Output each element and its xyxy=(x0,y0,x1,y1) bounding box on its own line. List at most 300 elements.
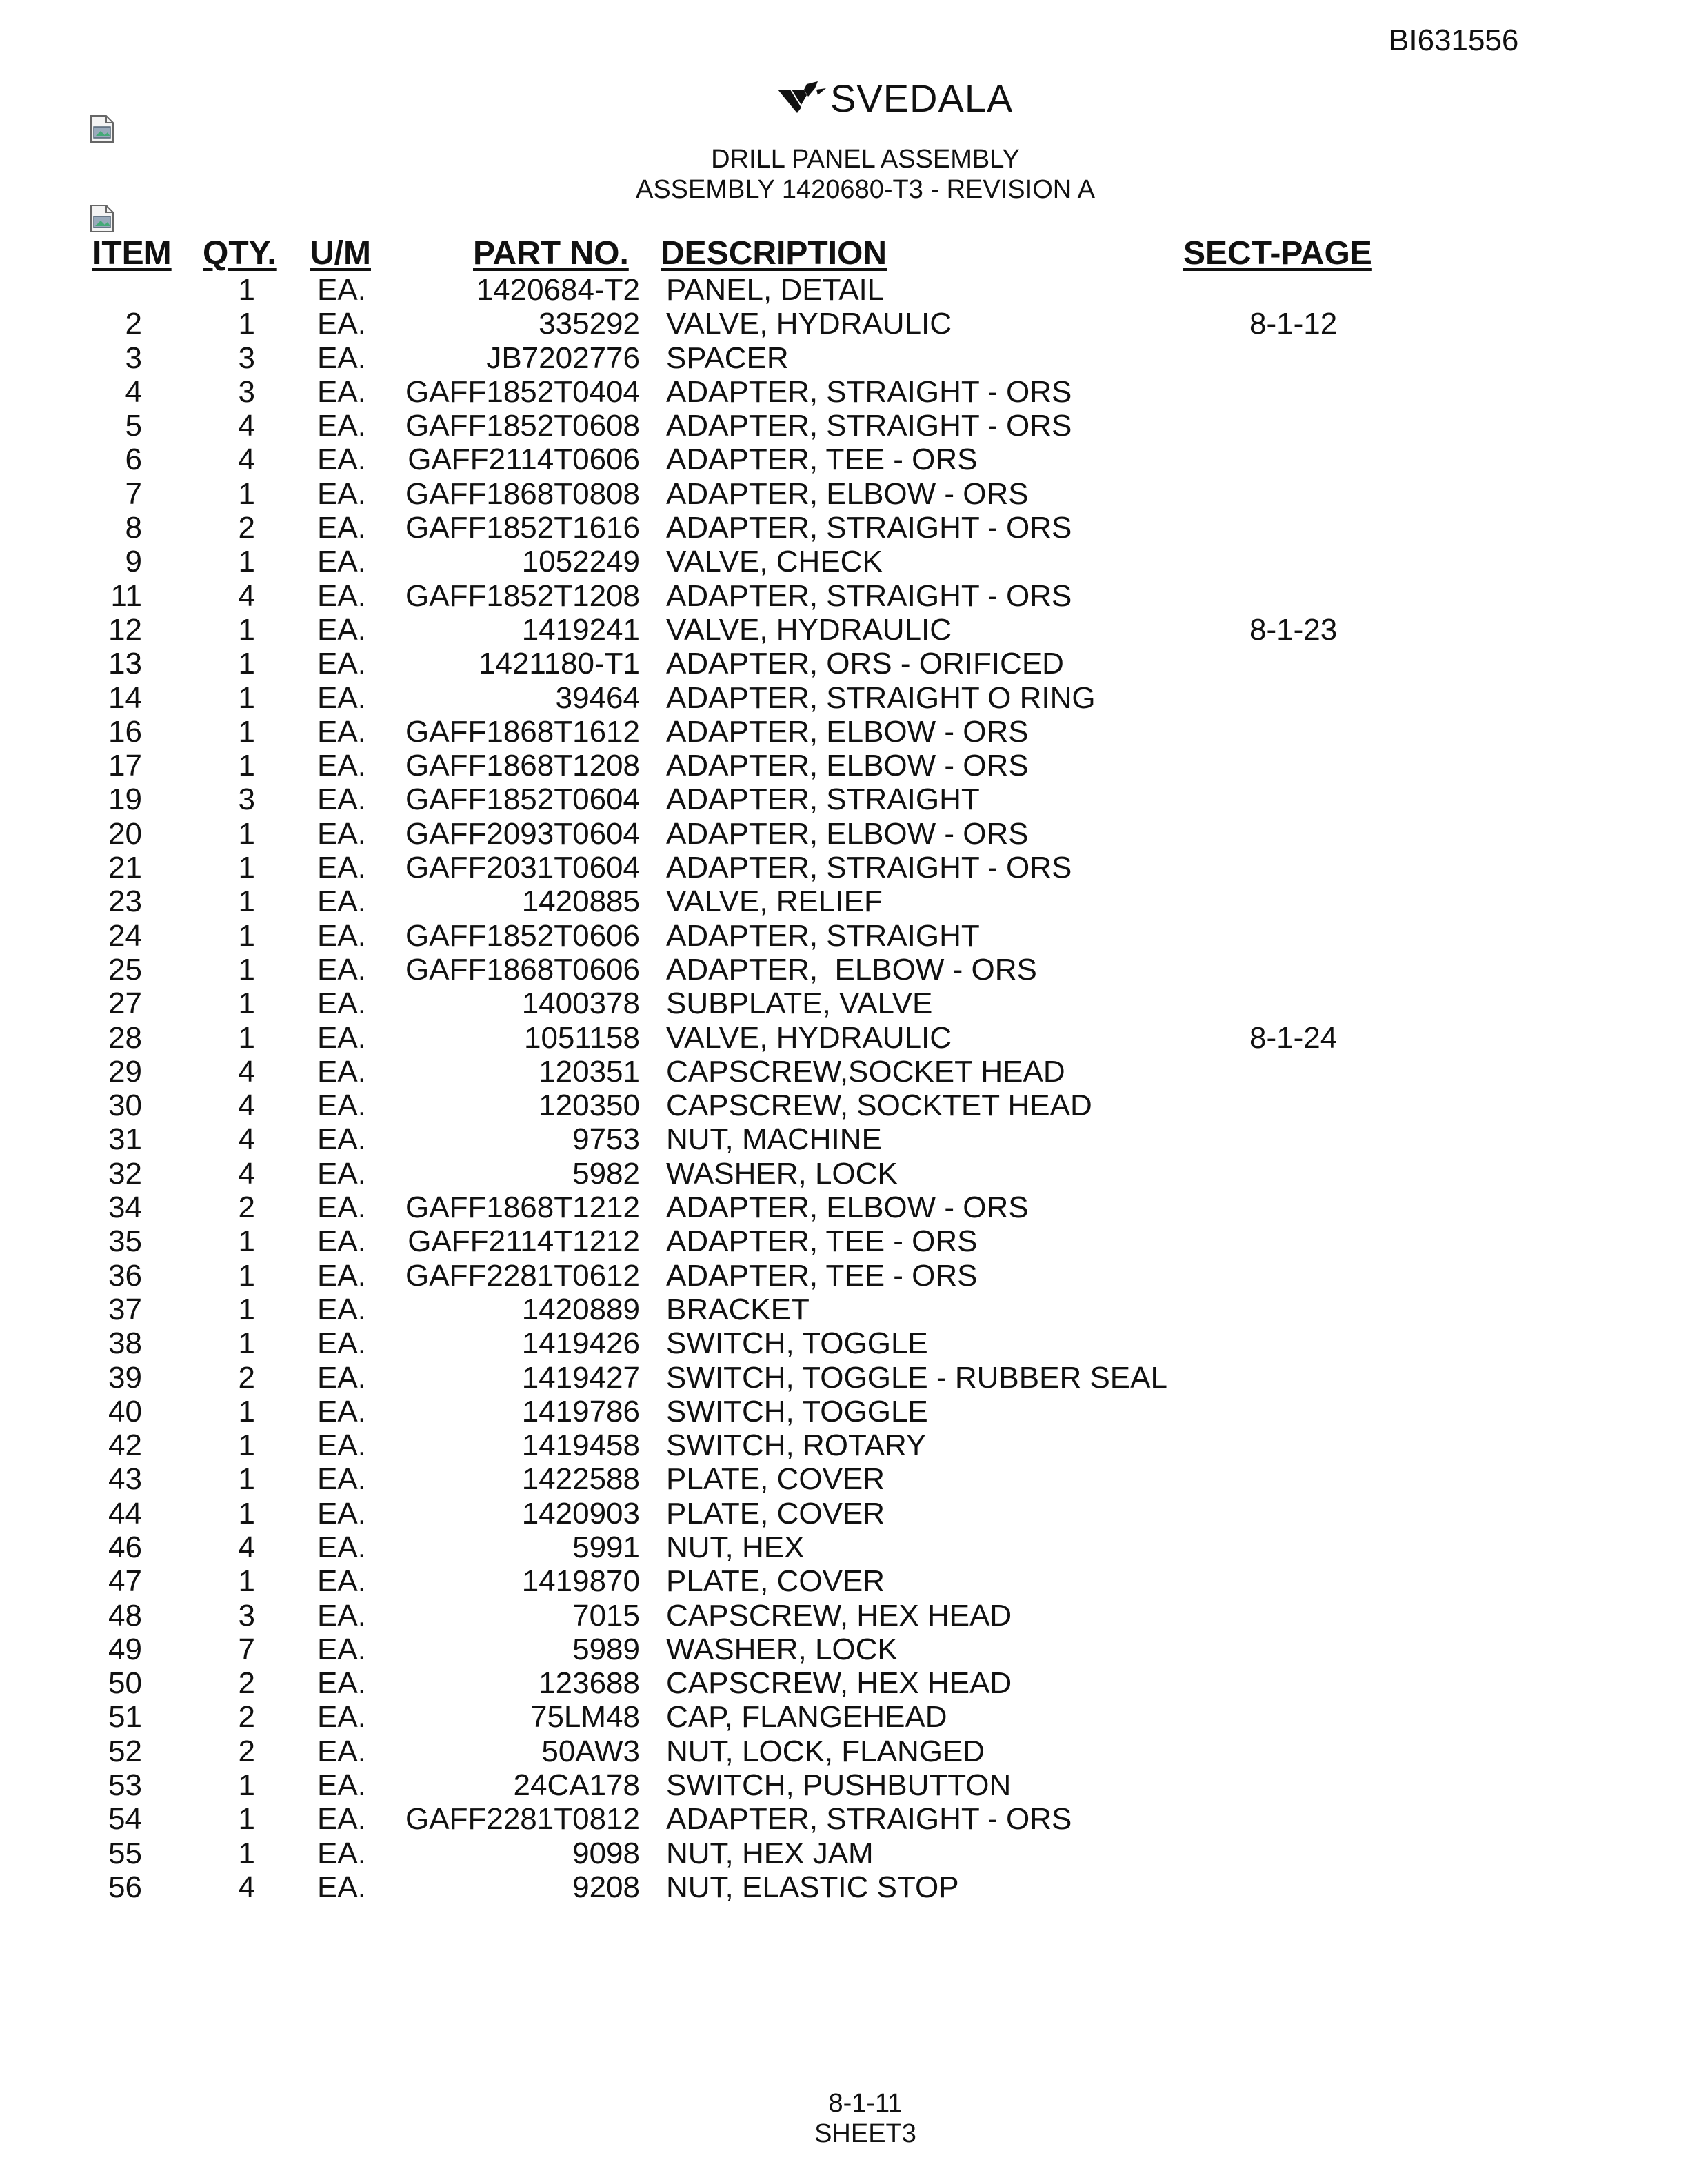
table-row xyxy=(0,953,1688,987)
um-cell: EA. xyxy=(317,884,366,919)
qty-cell: 1 xyxy=(238,1496,255,1530)
item-cell: 32 xyxy=(108,1156,142,1191)
qty-cell: 2 xyxy=(238,511,255,545)
part-number-cell: 9098 xyxy=(572,1836,640,1870)
part-number-cell: 1422588 xyxy=(521,1462,640,1497)
part-number-cell: GAFF1868T0808 xyxy=(405,476,640,511)
table-row xyxy=(0,715,1688,749)
um-cell: EA. xyxy=(317,374,366,409)
part-number-cell: 120351 xyxy=(539,1054,640,1089)
table-row xyxy=(0,1802,1688,1836)
part-number-cell: GAFF1868T1612 xyxy=(405,714,640,749)
part-number-cell: 39464 xyxy=(555,680,640,715)
item-cell: 30 xyxy=(108,1089,142,1123)
table-row xyxy=(0,1055,1688,1089)
table-row xyxy=(0,681,1688,715)
table-row xyxy=(0,884,1688,918)
part-number-cell: 1400378 xyxy=(521,987,640,1021)
qty-cell: 1 xyxy=(238,1394,255,1428)
table-row xyxy=(0,1224,1688,1258)
qty-cell: 1 xyxy=(238,273,255,307)
um-cell: EA. xyxy=(317,647,366,681)
part-number-cell: 5989 xyxy=(572,1632,640,1666)
um-cell: EA. xyxy=(317,987,366,1021)
description-cell: ADAPTER, ELBOW - ORS xyxy=(666,749,1029,783)
description-cell: PLATE, COVER xyxy=(666,1462,885,1497)
part-number-cell: 7015 xyxy=(572,1598,640,1632)
item-cell: 4 xyxy=(125,374,142,409)
part-number-cell: 1420889 xyxy=(521,1292,640,1326)
um-cell: EA. xyxy=(317,714,366,749)
um-cell: EA. xyxy=(317,1020,366,1055)
part-number-cell: 1420684-T2 xyxy=(476,273,640,307)
table-row xyxy=(0,1564,1688,1598)
item-cell: 35 xyxy=(108,1224,142,1259)
qty-cell: 1 xyxy=(238,1326,255,1361)
qty-cell: 1 xyxy=(238,612,255,647)
description-cell: CAPSCREW,SOCKET HEAD xyxy=(666,1054,1065,1089)
description-cell: VALVE, CHECK xyxy=(666,545,883,579)
um-cell: EA. xyxy=(317,816,366,851)
um-cell: EA. xyxy=(317,749,366,783)
item-cell: 38 xyxy=(108,1326,142,1361)
description-cell: ADAPTER, STRAIGHT O RING xyxy=(666,680,1096,715)
description-cell: ADAPTER, STRAIGHT - ORS xyxy=(666,578,1072,613)
part-number-cell: GAFF1852T1616 xyxy=(405,511,640,545)
item-cell: 20 xyxy=(108,816,142,851)
item-cell: 2 xyxy=(125,307,142,341)
table-row xyxy=(0,1497,1688,1530)
description-cell: ADAPTER, TEE - ORS xyxy=(666,443,978,477)
description-cell: ADAPTER, TEE - ORS xyxy=(666,1224,978,1259)
item-cell: 21 xyxy=(108,851,142,885)
description-cell: WASHER, LOCK xyxy=(666,1156,898,1191)
table-row xyxy=(0,1632,1688,1666)
qty-cell: 1 xyxy=(238,816,255,851)
description-cell: VALVE, HYDRAULIC xyxy=(666,1020,952,1055)
item-cell: 24 xyxy=(108,918,142,953)
table-row xyxy=(0,1395,1688,1428)
table-row xyxy=(0,1157,1688,1191)
header-um: U/M xyxy=(310,235,371,272)
part-number-cell: 1419458 xyxy=(521,1428,640,1463)
page-number: 8-1-11 xyxy=(828,2089,903,2118)
part-number-cell: GAFF1852T0604 xyxy=(405,782,640,817)
document-subtitle: ASSEMBLY 1420680-T3 - REVISION A xyxy=(635,175,1096,204)
header-part-no: PART NO. xyxy=(473,235,629,272)
item-cell: 23 xyxy=(108,884,142,919)
item-cell: 29 xyxy=(108,1054,142,1089)
item-cell: 55 xyxy=(108,1836,142,1870)
qty-cell: 4 xyxy=(238,578,255,613)
um-cell: EA. xyxy=(317,680,366,715)
table-row xyxy=(0,375,1688,409)
um-cell: EA. xyxy=(317,1360,366,1395)
qty-cell: 4 xyxy=(238,1089,255,1123)
um-cell: EA. xyxy=(317,578,366,613)
table-row xyxy=(0,1326,1688,1360)
description-cell: VALVE, HYDRAULIC xyxy=(666,612,952,647)
um-cell: EA. xyxy=(317,1870,366,1904)
description-cell: CAPSCREW, SOCKTET HEAD xyxy=(666,1089,1092,1123)
um-cell: EA. xyxy=(317,1836,366,1870)
um-cell: EA. xyxy=(317,545,366,579)
um-cell: EA. xyxy=(317,1734,366,1768)
qty-cell: 1 xyxy=(238,987,255,1021)
part-number-cell: 75LM48 xyxy=(530,1700,640,1735)
header-sect-page: SECT-PAGE xyxy=(1183,235,1372,272)
item-cell: 51 xyxy=(108,1700,142,1735)
description-cell: CAPSCREW, HEX HEAD xyxy=(666,1598,1012,1632)
description-cell: BRACKET xyxy=(666,1292,810,1326)
qty-cell: 1 xyxy=(238,1768,255,1803)
qty-cell: 1 xyxy=(238,1020,255,1055)
description-cell: NUT, MACHINE xyxy=(666,1122,882,1157)
um-cell: EA. xyxy=(317,1191,366,1225)
um-cell: EA. xyxy=(317,1462,366,1497)
qty-cell: 4 xyxy=(238,1870,255,1904)
table-row xyxy=(0,1428,1688,1462)
brand-name: SVEDALA xyxy=(830,76,1014,120)
part-number-cell: 1420903 xyxy=(521,1496,640,1530)
description-cell: WASHER, LOCK xyxy=(666,1632,898,1666)
part-number-cell: GAFF2114T0606 xyxy=(408,443,640,477)
item-cell: 13 xyxy=(108,647,142,681)
description-cell: CAPSCREW, HEX HEAD xyxy=(666,1666,1012,1701)
description-cell: VALVE, HYDRAULIC xyxy=(666,307,952,341)
um-cell: EA. xyxy=(317,1598,366,1632)
part-number-cell: 5991 xyxy=(572,1530,640,1564)
table-row xyxy=(0,1293,1688,1326)
qty-cell: 1 xyxy=(238,680,255,715)
sect-page-cell: 8-1-12 xyxy=(1249,307,1338,341)
um-cell: EA. xyxy=(317,1122,366,1157)
qty-cell: 1 xyxy=(238,647,255,681)
part-number-cell: 1419426 xyxy=(521,1326,640,1361)
um-cell: EA. xyxy=(317,1054,366,1089)
description-cell: SWITCH, TOGGLE xyxy=(666,1394,928,1428)
qty-cell: 3 xyxy=(238,374,255,409)
part-number-cell: 1420885 xyxy=(521,884,640,919)
um-cell: EA. xyxy=(317,511,366,545)
sheet-label: SHEET3 xyxy=(814,2119,916,2148)
part-number-cell: 120350 xyxy=(539,1089,640,1123)
part-number-cell: GAFF1852T0404 xyxy=(405,374,640,409)
table-row xyxy=(0,1530,1688,1564)
table-row xyxy=(0,1768,1688,1802)
description-cell: SWITCH, TOGGLE xyxy=(666,1326,928,1361)
item-cell: 16 xyxy=(108,714,142,749)
table-row xyxy=(0,579,1688,613)
description-cell: ADAPTER, ELBOW - ORS xyxy=(666,952,1037,987)
table-row xyxy=(0,545,1688,578)
table-row xyxy=(0,782,1688,816)
table-row xyxy=(0,1259,1688,1293)
item-cell: 36 xyxy=(108,1258,142,1293)
item-cell: 27 xyxy=(108,987,142,1021)
um-cell: EA. xyxy=(317,1700,366,1735)
description-cell: VALVE, RELIEF xyxy=(666,884,883,919)
item-cell: 40 xyxy=(108,1394,142,1428)
description-cell: ADAPTER, ORS - ORIFICED xyxy=(666,647,1064,681)
svedala-logo xyxy=(776,77,1013,119)
document-id: BI631556 xyxy=(1389,23,1519,57)
description-cell: ADAPTER, STRAIGHT - ORS xyxy=(666,511,1072,545)
table-row xyxy=(0,613,1688,647)
um-cell: EA. xyxy=(317,476,366,511)
table-row xyxy=(0,443,1688,476)
item-cell: 14 xyxy=(108,680,142,715)
table-row xyxy=(0,1599,1688,1632)
qty-cell: 1 xyxy=(238,1292,255,1326)
part-number-cell: GAFF2114T1212 xyxy=(408,1224,640,1259)
item-cell: 5 xyxy=(125,409,142,443)
part-number-cell: GAFF1868T0606 xyxy=(405,952,640,987)
table-row xyxy=(0,1700,1688,1734)
table-row xyxy=(0,1666,1688,1700)
table-row xyxy=(0,273,1688,307)
um-cell: EA. xyxy=(317,1326,366,1361)
um-cell: EA. xyxy=(317,1802,366,1837)
um-cell: EA. xyxy=(317,952,366,987)
um-cell: EA. xyxy=(317,341,366,375)
table-row xyxy=(0,919,1688,953)
description-cell: CAP, FLANGEHEAD xyxy=(666,1700,947,1735)
qty-cell: 1 xyxy=(238,1462,255,1497)
qty-cell: 4 xyxy=(238,1054,255,1089)
part-number-cell: 9208 xyxy=(572,1870,640,1904)
table-row xyxy=(0,817,1688,851)
file-icon[interactable] xyxy=(90,204,114,233)
um-cell: EA. xyxy=(317,1258,366,1293)
item-cell: 50 xyxy=(108,1666,142,1701)
part-number-cell: 1419870 xyxy=(521,1564,640,1599)
um-cell: EA. xyxy=(317,1394,366,1428)
qty-cell: 1 xyxy=(238,1836,255,1870)
um-cell: EA. xyxy=(317,1496,366,1530)
item-cell: 44 xyxy=(108,1496,142,1530)
qty-cell: 1 xyxy=(238,884,255,919)
part-number-cell: GAFF2281T0812 xyxy=(405,1802,640,1837)
table-row xyxy=(0,1735,1688,1768)
table-row xyxy=(0,409,1688,443)
table-row xyxy=(0,1462,1688,1496)
part-number-cell: 1421180-T1 xyxy=(478,647,640,681)
item-cell: 6 xyxy=(125,443,142,477)
qty-cell: 1 xyxy=(238,1802,255,1837)
table-row xyxy=(0,1089,1688,1122)
item-cell: 7 xyxy=(125,476,142,511)
um-cell: EA. xyxy=(317,409,366,443)
qty-cell: 1 xyxy=(238,1224,255,1259)
part-number-cell: 1051158 xyxy=(523,1020,640,1055)
part-number-cell: 1419241 xyxy=(521,612,640,647)
um-cell: EA. xyxy=(317,918,366,953)
um-cell: EA. xyxy=(317,1530,366,1564)
qty-cell: 1 xyxy=(238,918,255,953)
item-cell: 25 xyxy=(108,952,142,987)
part-number-cell: 24CA178 xyxy=(513,1768,640,1803)
part-number-cell: 50AW3 xyxy=(541,1734,640,1768)
um-cell: EA. xyxy=(317,782,366,817)
um-cell: EA. xyxy=(317,1666,366,1701)
item-cell: 54 xyxy=(108,1802,142,1837)
qty-cell: 1 xyxy=(238,307,255,341)
part-number-cell: 335292 xyxy=(539,307,640,341)
qty-cell: 3 xyxy=(238,341,255,375)
um-cell: EA. xyxy=(317,1768,366,1803)
item-cell: 17 xyxy=(108,749,142,783)
item-cell: 47 xyxy=(108,1564,142,1599)
description-cell: ADAPTER, ELBOW - ORS xyxy=(666,714,1029,749)
qty-cell: 2 xyxy=(238,1666,255,1701)
description-cell: SWITCH, PUSHBUTTON xyxy=(666,1768,1012,1803)
sect-page-cell: 8-1-23 xyxy=(1249,612,1338,647)
description-cell: ADAPTER, STRAIGHT - ORS xyxy=(666,374,1072,409)
um-cell: EA. xyxy=(317,1428,366,1463)
description-cell: SPACER xyxy=(666,341,789,375)
item-cell: 48 xyxy=(108,1598,142,1632)
part-number-cell: GAFF2093T0604 xyxy=(405,816,640,851)
table-row xyxy=(0,341,1688,375)
table-row xyxy=(0,1122,1688,1156)
table-row xyxy=(0,307,1688,341)
svedala-logo-mark-icon xyxy=(776,80,827,116)
um-cell: EA. xyxy=(317,1156,366,1191)
part-number-cell: 1419427 xyxy=(521,1360,640,1395)
qty-cell: 3 xyxy=(238,1598,255,1632)
um-cell: EA. xyxy=(317,443,366,477)
item-cell: 37 xyxy=(108,1292,142,1326)
qty-cell: 7 xyxy=(238,1632,255,1666)
description-cell: NUT, ELASTIC STOP xyxy=(666,1870,959,1904)
item-cell: 42 xyxy=(108,1428,142,1463)
qty-cell: 1 xyxy=(238,1428,255,1463)
part-number-cell: 1419786 xyxy=(521,1394,640,1428)
item-cell: 34 xyxy=(108,1191,142,1225)
item-cell: 31 xyxy=(108,1122,142,1157)
item-cell: 19 xyxy=(108,782,142,817)
qty-cell: 1 xyxy=(238,476,255,511)
document-title: DRILL PANEL ASSEMBLY xyxy=(711,145,1020,174)
qty-cell: 1 xyxy=(238,851,255,885)
qty-cell: 1 xyxy=(238,1258,255,1293)
qty-cell: 1 xyxy=(238,1564,255,1599)
table-row xyxy=(0,1021,1688,1055)
qty-cell: 4 xyxy=(238,1156,255,1191)
description-cell: ADAPTER, TEE - ORS xyxy=(666,1258,978,1293)
table-row xyxy=(0,477,1688,511)
table-row xyxy=(0,511,1688,545)
qty-cell: 1 xyxy=(238,749,255,783)
qty-cell: 2 xyxy=(238,1700,255,1735)
description-cell: ADAPTER, ELBOW - ORS xyxy=(666,816,1029,851)
description-cell: SWITCH, ROTARY xyxy=(666,1428,927,1463)
item-cell: 8 xyxy=(125,511,142,545)
um-cell: EA. xyxy=(317,1632,366,1666)
item-cell: 56 xyxy=(108,1870,142,1904)
description-cell: ADAPTER, ELBOW - ORS xyxy=(666,476,1029,511)
part-number-cell: 123688 xyxy=(539,1666,640,1701)
description-cell: PLATE, COVER xyxy=(666,1496,885,1530)
table-row xyxy=(0,987,1688,1020)
description-cell: ADAPTER, STRAIGHT xyxy=(666,918,980,953)
description-cell: NUT, HEX JAM xyxy=(666,1836,874,1870)
um-cell: EA. xyxy=(317,273,366,307)
part-number-cell: 1052249 xyxy=(521,545,640,579)
um-cell: EA. xyxy=(317,1224,366,1259)
um-cell: EA. xyxy=(317,612,366,647)
table-row xyxy=(0,1870,1688,1904)
qty-cell: 2 xyxy=(238,1734,255,1768)
um-cell: EA. xyxy=(317,307,366,341)
description-cell: ADAPTER, STRAIGHT - ORS xyxy=(666,851,1072,885)
qty-cell: 4 xyxy=(238,409,255,443)
description-cell: ADAPTER, STRAIGHT xyxy=(666,782,980,817)
part-number-cell: 9753 xyxy=(572,1122,640,1157)
description-cell: NUT, LOCK, FLANGED xyxy=(666,1734,985,1768)
part-number-cell: GAFF1868T1208 xyxy=(405,749,640,783)
description-cell: SWITCH, TOGGLE - RUBBER SEAL xyxy=(666,1360,1167,1395)
qty-cell: 4 xyxy=(238,1530,255,1564)
part-number-cell: JB7202776 xyxy=(486,341,640,375)
qty-cell: 2 xyxy=(238,1360,255,1395)
part-number-cell: GAFF1852T0606 xyxy=(405,918,640,953)
qty-cell: 2 xyxy=(238,1191,255,1225)
item-cell: 28 xyxy=(108,1020,142,1055)
table-row xyxy=(0,1191,1688,1224)
description-cell: PANEL, DETAIL xyxy=(666,273,885,307)
item-cell: 53 xyxy=(108,1768,142,1803)
table-row xyxy=(0,851,1688,884)
um-cell: EA. xyxy=(317,1292,366,1326)
item-cell: 46 xyxy=(108,1530,142,1564)
um-cell: EA. xyxy=(317,1564,366,1599)
um-cell: EA. xyxy=(317,851,366,885)
part-number-cell: GAFF1852T1208 xyxy=(405,578,640,613)
item-cell: 43 xyxy=(108,1462,142,1497)
description-cell: ADAPTER, ELBOW - ORS xyxy=(666,1191,1029,1225)
qty-cell: 1 xyxy=(238,545,255,579)
item-cell: 9 xyxy=(125,545,142,579)
item-cell: 52 xyxy=(108,1734,142,1768)
file-icon[interactable] xyxy=(90,114,114,143)
description-cell: SUBPLATE, VALVE xyxy=(666,987,933,1021)
sect-page-cell: 8-1-24 xyxy=(1249,1020,1338,1055)
part-number-cell: GAFF2031T0604 xyxy=(405,851,640,885)
header-description: DESCRIPTION xyxy=(661,235,887,272)
description-cell: ADAPTER, STRAIGHT - ORS xyxy=(666,409,1072,443)
part-number-cell: GAFF1852T0608 xyxy=(405,409,640,443)
item-cell: 49 xyxy=(108,1632,142,1666)
header-qty: QTY. xyxy=(203,235,277,272)
header-item: ITEM xyxy=(92,235,172,272)
item-cell: 11 xyxy=(110,578,142,613)
table-row xyxy=(0,647,1688,680)
parts-table xyxy=(0,273,1688,1904)
qty-cell: 1 xyxy=(238,952,255,987)
table-row xyxy=(0,1837,1688,1870)
qty-cell: 3 xyxy=(238,782,255,817)
table-row xyxy=(0,749,1688,782)
um-cell: EA. xyxy=(317,1089,366,1123)
description-cell: ADAPTER, STRAIGHT - ORS xyxy=(666,1802,1072,1837)
item-cell: 39 xyxy=(108,1360,142,1395)
item-cell: 12 xyxy=(108,612,142,647)
qty-cell: 4 xyxy=(238,1122,255,1157)
item-cell: 3 xyxy=(125,341,142,375)
table-row xyxy=(0,1361,1688,1395)
